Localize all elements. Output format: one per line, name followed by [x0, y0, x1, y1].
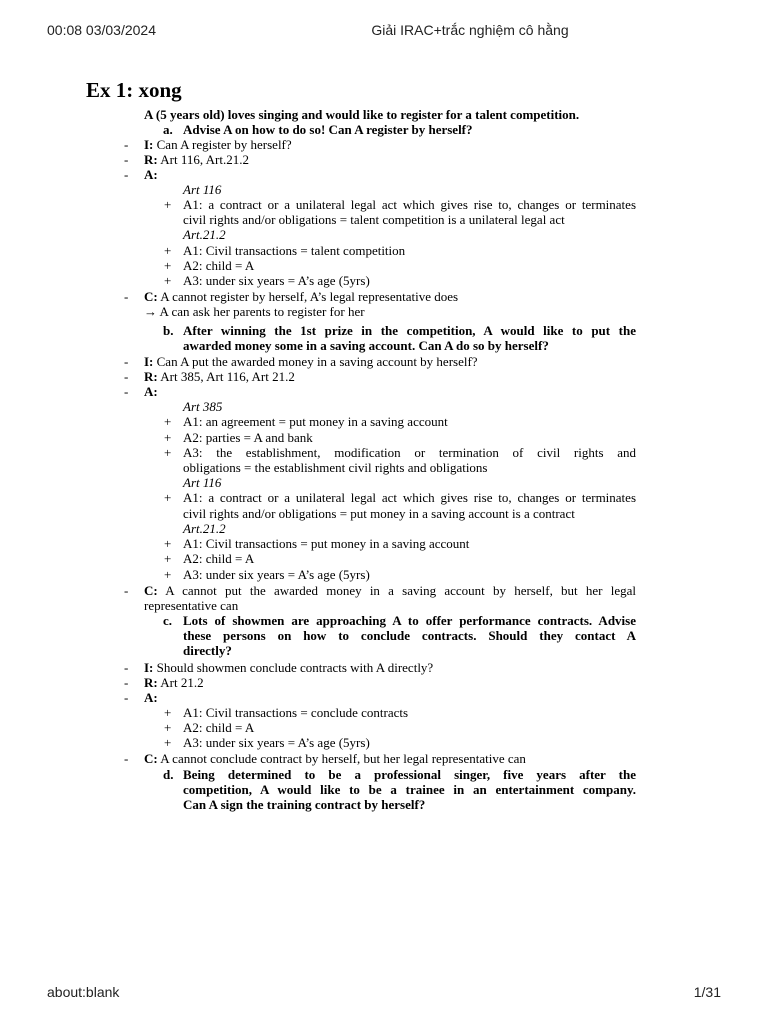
question-b-line: After winning the 1st prize in the competition, A would like to put the	[183, 323, 636, 338]
analysis-line: A1: a contract or a unilateral legal act which gives rise to, changes or terminates	[183, 197, 636, 212]
analysis-line: A3: the establishment, modification or termination of civil rights and	[183, 445, 636, 460]
plus-marker: +	[164, 705, 172, 720]
plus-marker: +	[164, 735, 172, 750]
analysis-line: A1: a contract or a unilateral legal act which gives rise to, changes or terminates	[183, 490, 636, 505]
conclusion-b-cont: representative can	[144, 598, 239, 613]
article-ref: Art 116	[183, 475, 222, 490]
arrow-note: → A can ask her parents to register for her	[144, 304, 365, 319]
page-title: Ex 1: xong	[86, 78, 182, 102]
analysis-line: A2: parties = A and bank	[183, 430, 313, 445]
analysis-line: A1: Civil transactions = put money in a saving account	[183, 536, 470, 551]
rule-c: R: Art 21.2	[144, 675, 204, 690]
dash-marker: -	[124, 354, 129, 369]
analysis-line: civil rights and/or obligations = put money in a saving account is a contract	[183, 506, 575, 521]
plus-marker: +	[164, 243, 172, 258]
dash-marker: -	[124, 384, 129, 399]
question-d-label: d.	[163, 767, 174, 782]
intro-text: A (5 years old) loves singing and would like to register for a talent competition.	[144, 107, 580, 122]
conclusion-a: C: A cannot register by herself, A’s legal representative does	[144, 289, 459, 304]
plus-marker: +	[164, 536, 172, 551]
analysis-line: A3: under six years = A’s age (5yrs)	[183, 273, 370, 288]
issue-c: I: Should showmen conclude contracts with A directly?	[144, 660, 434, 675]
dash-marker: -	[124, 675, 129, 690]
question-b-label: b.	[163, 323, 174, 338]
analysis-line: A2: child = A	[183, 551, 255, 566]
plus-marker: +	[164, 490, 172, 505]
issue-a: I: Can A register by herself?	[144, 137, 292, 152]
conclusion-c: C: A cannot conclude contract by herself, but her legal representative can	[144, 751, 526, 766]
plus-marker: +	[164, 567, 172, 582]
analysis-line: A1: Civil transactions = talent competition	[183, 243, 406, 258]
analysis-c-label: A:	[144, 690, 158, 705]
page-number: 1/31	[693, 984, 721, 1000]
article-ref: Art.21.2	[183, 227, 226, 242]
plus-marker: +	[164, 414, 172, 429]
plus-marker: +	[164, 445, 172, 460]
analysis-line: A3: under six years = A’s age (5yrs)	[183, 735, 370, 750]
dash-marker: -	[124, 751, 129, 766]
question-c-line: directly?	[183, 643, 232, 658]
dash-marker: -	[124, 289, 129, 304]
article-ref: Art 385	[183, 399, 223, 414]
print-url: about:blank	[47, 984, 120, 1000]
analysis-line: A1: an agreement = put money in a saving account	[183, 414, 448, 429]
print-doc-title: Giải IRAC+trắc nghiệm cô hằng	[371, 22, 569, 38]
question-d-line: competition, A would like to be a trainee in an entertainment company.	[183, 782, 636, 797]
question-d-line: Can A sign the training contract by herself?	[183, 797, 426, 812]
analysis-line: A1: Civil transactions = conclude contracts	[183, 705, 409, 720]
rule-a: R: Art 116, Art.21.2	[144, 152, 249, 167]
question-b-line: awarded money some in a saving account. Can A do so by herself?	[183, 338, 549, 353]
dash-marker: -	[124, 660, 129, 675]
article-ref: Art 116	[183, 182, 222, 197]
analysis-a-label: A:	[144, 167, 158, 182]
question-c-label: c.	[163, 613, 173, 628]
print-datetime: 00:08 03/03/2024	[47, 22, 156, 38]
analysis-line: obligations = the establishment civil rights and obligations	[183, 460, 488, 475]
dash-marker: -	[124, 167, 129, 182]
dash-marker: -	[124, 152, 129, 167]
plus-marker: +	[164, 551, 172, 566]
plus-marker: +	[164, 197, 172, 212]
analysis-b-label: A:	[144, 384, 158, 399]
dash-marker: -	[124, 369, 129, 384]
issue-b: I: Can A put the awarded money in a saving account by herself?	[144, 354, 478, 369]
question-d-line: Being determined to be a professional singer, five years after the	[183, 767, 636, 782]
question-c-line: these persons on how to conclude contracts. Should they contact A	[183, 628, 636, 643]
analysis-line: civil rights and/or obligations = talent competition is a unilateral legal act	[183, 212, 565, 227]
rule-b: R: Art 385, Art 116, Art 21.2	[144, 369, 295, 384]
question-a-label: a.	[163, 122, 173, 137]
question-a-text: Advise A on how to do so! Can A register by herself?	[183, 122, 473, 137]
analysis-line: A3: under six years = A’s age (5yrs)	[183, 567, 370, 582]
analysis-line: A2: child = A	[183, 258, 255, 273]
plus-marker: +	[164, 720, 172, 735]
article-ref: Art.21.2	[183, 521, 226, 536]
analysis-line: A2: child = A	[183, 720, 255, 735]
dash-marker: -	[124, 583, 129, 598]
dash-marker: -	[124, 137, 129, 152]
conclusion-b: C: A cannot put the awarded money in a saving account by herself, but her legal	[144, 583, 636, 598]
plus-marker: +	[164, 430, 172, 445]
question-c-line: Lots of showmen are approaching A to offer performance contracts. Advise	[183, 613, 636, 628]
plus-marker: +	[164, 273, 172, 288]
plus-marker: +	[164, 258, 172, 273]
dash-marker: -	[124, 690, 129, 705]
